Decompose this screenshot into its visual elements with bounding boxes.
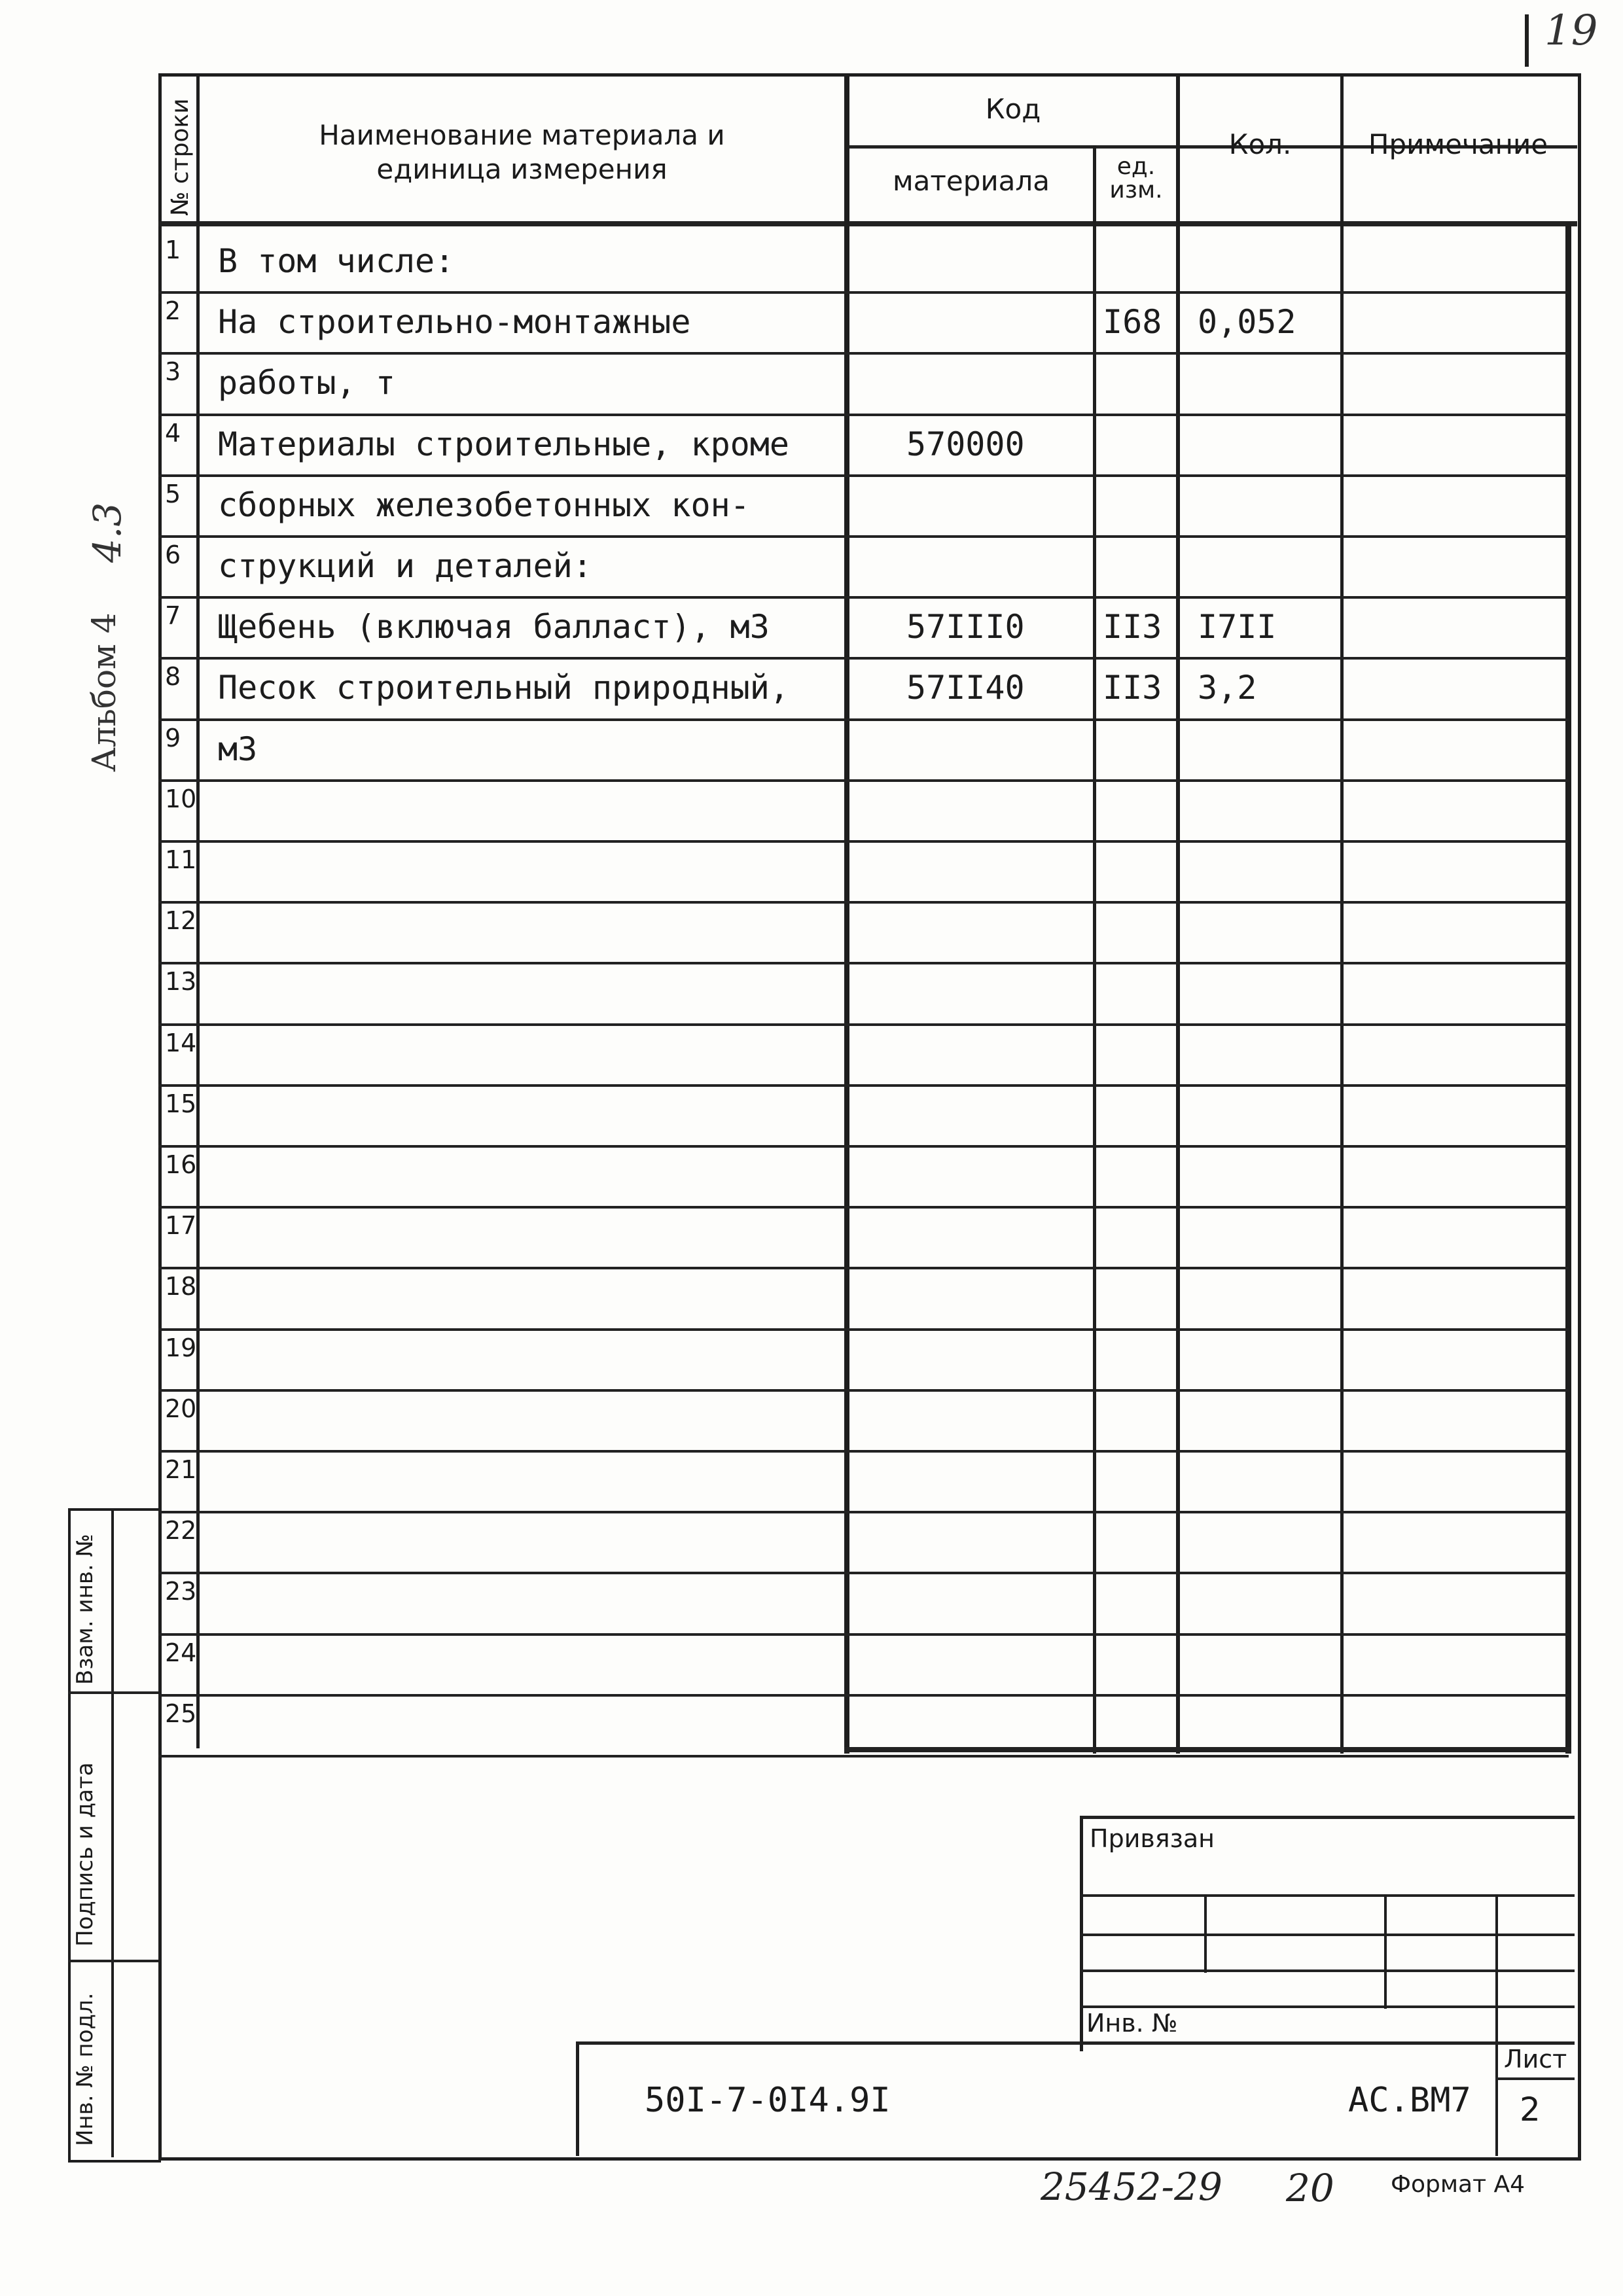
title-grid-h2 <box>1080 1934 1575 1936</box>
page-number: 19 <box>1544 7 1598 55</box>
side-label-inv-podl: Инв. № подл. <box>72 1992 98 2146</box>
row-line <box>158 840 1569 843</box>
title-grid-v3 <box>1495 1894 1498 2156</box>
row-line <box>158 1450 1569 1453</box>
row-number: 22 <box>165 1516 197 1545</box>
row-line <box>158 1511 1569 1513</box>
row-line <box>158 1389 1569 1392</box>
row-line <box>158 1328 1569 1331</box>
row-number: 24 <box>165 1638 197 1667</box>
row-number: 23 <box>165 1577 197 1606</box>
header-code: Код <box>985 93 1041 125</box>
row-line <box>158 291 1569 294</box>
row-name-cell: сборных железобетонных кон- <box>218 486 750 524</box>
row-line <box>158 657 1569 660</box>
row-line <box>158 901 1569 904</box>
row-line <box>158 414 1569 416</box>
album-label: Альбом 4 <box>85 612 123 772</box>
row-code-cell: 57II40 <box>906 669 1025 707</box>
row-name-cell: На строительно-монтажные <box>218 303 691 341</box>
row-qty-cell: 3,2 <box>1198 669 1257 707</box>
row-number: 1 <box>165 236 181 264</box>
page-number-divider <box>1525 14 1529 67</box>
side-stamp-divider-1 <box>68 1691 158 1694</box>
row-number: 14 <box>165 1029 197 1057</box>
row-line <box>158 596 1569 599</box>
stamp-top <box>576 2041 1575 2045</box>
row-qty-cell: I7II <box>1198 608 1277 646</box>
title-grid-v2 <box>1384 1894 1387 2009</box>
stamp-left <box>576 2041 579 2156</box>
row-line <box>158 1267 1569 1269</box>
row-number: 16 <box>165 1150 197 1179</box>
row-unit-cell: II3 <box>1103 669 1162 707</box>
header-name-line1: Наименование материала и <box>319 119 725 151</box>
row-number: 7 <box>165 601 181 630</box>
row-number: 15 <box>165 1089 197 1118</box>
privyazan-label: Привязан <box>1090 1824 1215 1853</box>
table-bottom-thick <box>844 1747 1571 1752</box>
doc-mark: АС.ВМ7 <box>1348 2081 1471 2120</box>
row-line <box>158 1206 1569 1209</box>
title-grid-v1 <box>1204 1894 1207 1973</box>
header-qty: Кол. <box>1228 128 1292 160</box>
header-name-line2: единица измерения <box>376 153 668 185</box>
row-line <box>158 1023 1569 1026</box>
row-line <box>158 779 1569 782</box>
archive-number: 25452-29 <box>1041 2164 1222 2209</box>
row-number: 20 <box>165 1394 197 1423</box>
row-name-cell: Песок строительный природный, <box>218 669 789 707</box>
inv-no-label: Инв. № <box>1086 2009 1178 2038</box>
format-label: Формат А4 <box>1391 2171 1525 2198</box>
row-number: 3 <box>165 357 181 386</box>
archive-sheet: 20 <box>1286 2166 1334 2210</box>
row-line <box>158 352 1569 355</box>
row-line <box>158 1084 1569 1087</box>
row-number: 17 <box>165 1211 197 1240</box>
row-name-cell: Материалы строительные, кроме <box>218 425 789 463</box>
row-code-cell: 570000 <box>906 425 1025 463</box>
side-stamp-inner-line <box>111 1508 114 2157</box>
col-line-unit <box>1176 73 1180 1754</box>
row-line <box>158 1633 1569 1636</box>
row-code-cell: 57III0 <box>906 608 1025 646</box>
side-label-vzam-inv: Взам. инв. № <box>72 1534 98 1685</box>
side-label-podpis-data: Подпись и дата <box>72 1762 98 1947</box>
row-name-cell: струкций и деталей: <box>218 547 592 585</box>
row-unit-cell: I68 <box>1103 303 1162 341</box>
row-line <box>158 1145 1569 1148</box>
row-number: 9 <box>165 724 181 752</box>
row-number: 25 <box>165 1699 197 1728</box>
row-line <box>158 718 1569 721</box>
row-name-cell: м3 <box>218 730 258 768</box>
col-line-name <box>844 73 849 1754</box>
header-row-number: № строки <box>167 98 194 216</box>
row-name-cell: работы, т <box>218 364 395 402</box>
title-grid-h1 <box>1080 1894 1575 1897</box>
title-block-top <box>1080 1816 1575 1819</box>
row-number: 6 <box>165 540 181 569</box>
sheet-number: 2 <box>1520 2091 1541 2128</box>
col-line-qty <box>1340 73 1344 1754</box>
row-number: 21 <box>165 1455 197 1484</box>
header-code-unit-line1: ед. <box>1116 153 1156 180</box>
row-line <box>158 962 1569 964</box>
row-number: 5 <box>165 480 181 508</box>
row-line <box>158 474 1569 477</box>
row-number: 2 <box>165 296 181 325</box>
row-unit-cell: II3 <box>1103 608 1162 646</box>
album-number: 4.3 <box>85 502 130 563</box>
row-number: 18 <box>165 1272 197 1301</box>
header-note: Примечание <box>1368 128 1548 160</box>
row-number: 8 <box>165 662 181 691</box>
col-line-right-thick <box>1565 222 1571 1754</box>
row-number: 11 <box>165 845 197 874</box>
side-stamp-divider-2 <box>68 1960 158 1962</box>
row-name-cell: В том числе: <box>218 242 455 280</box>
row-number: 13 <box>165 967 197 996</box>
col-line-rownum <box>196 73 200 1748</box>
row-number: 10 <box>165 785 197 813</box>
row-line <box>158 1572 1569 1574</box>
row-number: 19 <box>165 1333 197 1362</box>
header-code-material: материала <box>892 165 1050 197</box>
doc-code: 50I-7-0I4.9I <box>645 2081 891 2120</box>
row-line <box>158 535 1569 538</box>
header-code-unit-line2: изм. <box>1109 177 1163 203</box>
sheet-label: Лист <box>1504 2045 1567 2074</box>
row-line <box>158 1694 1569 1697</box>
sheet-divider <box>1495 2077 1575 2080</box>
row-number: 12 <box>165 906 197 935</box>
row-line <box>158 1755 1569 1757</box>
row-number: 4 <box>165 419 181 448</box>
row-name-cell: Щебень (включая балласт), м3 <box>218 608 770 646</box>
header-bottom-line <box>158 221 1577 226</box>
title-grid-h4 <box>1080 2005 1575 2008</box>
row-qty-cell: 0,052 <box>1198 303 1296 341</box>
title-grid-h3 <box>1080 1969 1575 1972</box>
